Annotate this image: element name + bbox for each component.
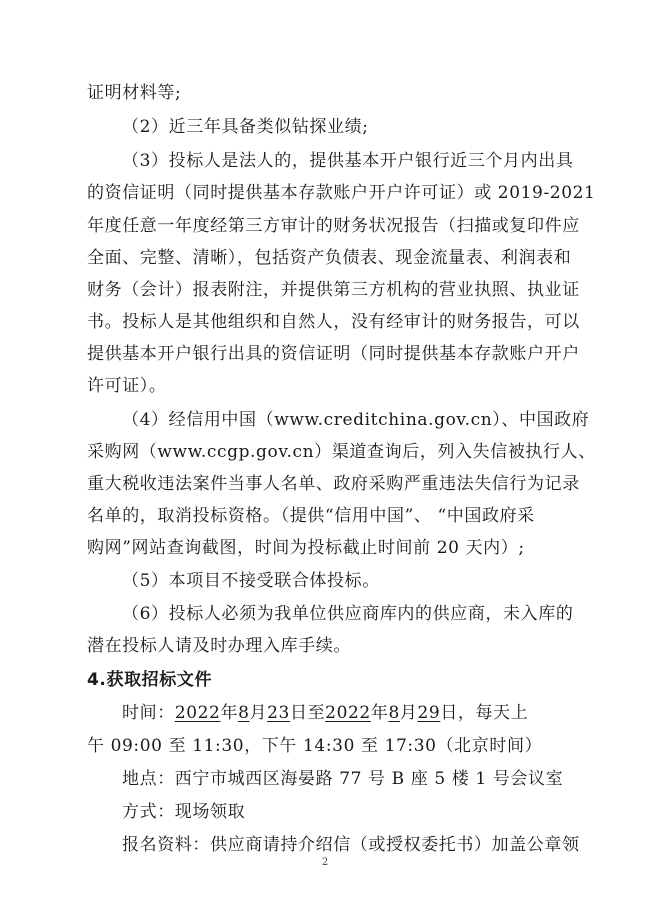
text-line: 重大税收违法案件当事人名单、政府采购严重违法失信行为记录	[87, 474, 580, 494]
section-heading: 4.获取招标文件	[87, 670, 213, 690]
end-month: 8	[388, 703, 400, 723]
text-line: 购网”网站查询截图，时间为投标截止时间前 20 天内）;	[87, 538, 525, 558]
start-month: 8	[238, 703, 250, 723]
text-fragment: 月	[399, 703, 418, 723]
text-line: 午 09:00 至 11:30，下午 14:30 至 17:30（北京时间）	[87, 736, 543, 756]
text-fragment: 年	[370, 703, 389, 723]
text-line: 年度任意一年度经第三方审计的财务状况报告（扫描或复印件应	[87, 216, 580, 236]
text-line: 全面、完整、清晰），包括资产负债表、现金流量表、利润表和	[87, 248, 572, 268]
text-line: 名单的，取消投标资格。（提供“信用中国”、 “中国政府采	[87, 506, 535, 526]
text-fragment: 年	[220, 703, 239, 723]
time-label: 时间：	[122, 703, 175, 723]
end-year: 2022	[325, 703, 371, 723]
list-item-4: （4）经信用中国（www.creditchina.gov.cn）、中国政府	[122, 410, 590, 430]
text-line: 许可证）。	[87, 376, 167, 396]
list-item-5: （5）本项目不接受联合体投标。	[122, 571, 380, 591]
text-line: 潜在投标人请及时办理入库手续。	[87, 636, 351, 656]
time-line	[122, 702, 528, 724]
text-line: 采购网（www.ccgp.gov.cn）渠道查询后，列入失信被执行人、	[87, 442, 596, 462]
text-line: 证明材料等;	[87, 83, 182, 103]
text-line: 提供基本开户银行出具的资信证明（同时提供基本存款账户开户	[87, 344, 580, 364]
location-line: 地点：西宁市城西区海晏路 77 号 B 座 5 楼 1 号会议室	[122, 769, 564, 789]
text-fragment: 日至	[289, 703, 326, 723]
start-day: 23	[267, 703, 290, 723]
end-day: 29	[417, 703, 441, 723]
text-line: 财务（会计）报表附注，并提供第三方机构的营业执照、执业证	[87, 280, 580, 300]
text-fragment: 月	[249, 703, 268, 723]
text-fragment: 日，每天上	[440, 703, 529, 723]
text-line: 书。投标人是其他组织和自然人，没有经审计的财务报告，可以	[87, 312, 580, 332]
list-item-6: （6）投标人必须为我单位供应商库内的供应商，未入库的	[122, 604, 574, 624]
registration-line: 报名资料：供应商请持介绍信（或授权委托书）加盖公章领	[122, 835, 580, 855]
method-line: 方式：现场领取	[122, 802, 246, 822]
text-line: 的资信证明（同时提供基本存款账户开户许可证）或 2019-2021	[87, 183, 596, 203]
list-item-2: （2）近三年具备类似钻探业绩;	[122, 117, 369, 137]
list-item-3: （3）投标人是法人的，提供基本开户银行近三个月内出具	[122, 151, 574, 171]
page-number: 2	[321, 857, 329, 868]
start-year: 2022	[174, 703, 221, 723]
